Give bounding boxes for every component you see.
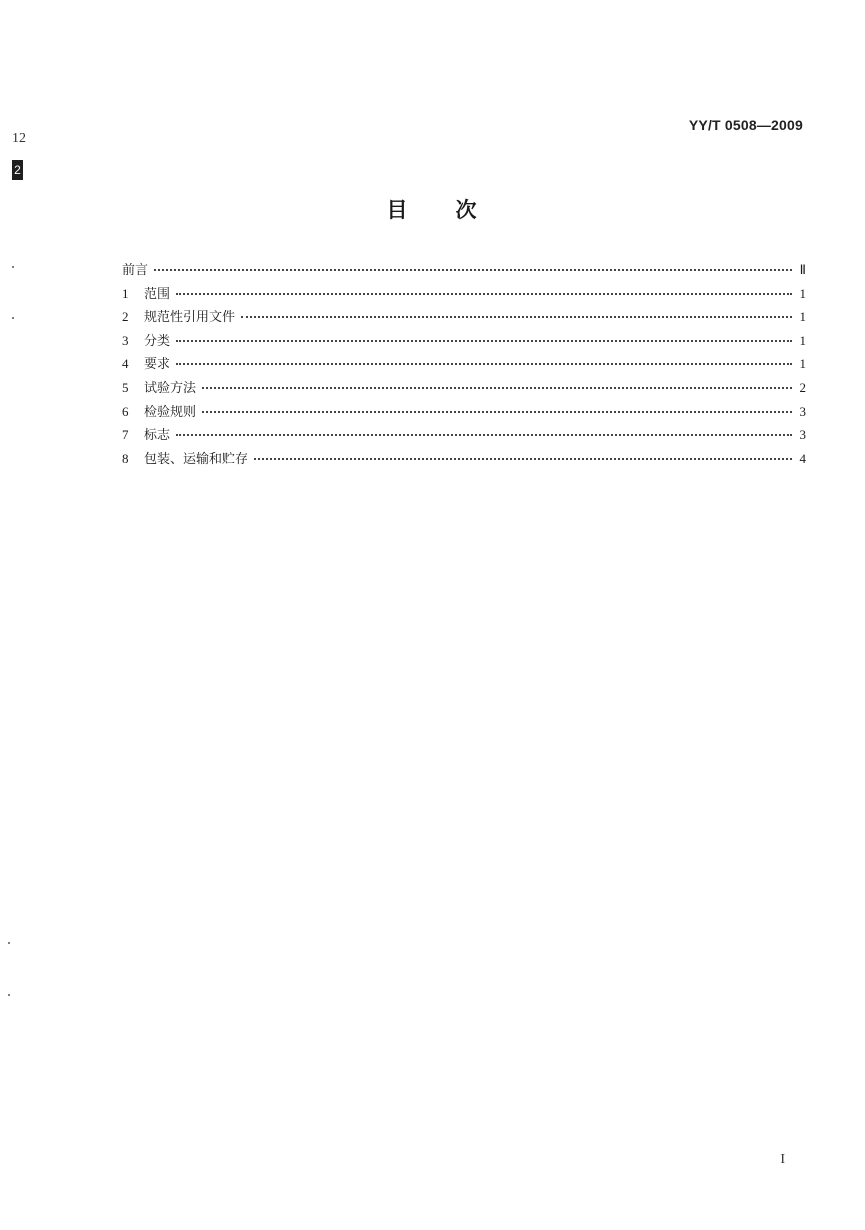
scan-speck: [12, 317, 14, 319]
toc-entry-title: 试验方法: [144, 380, 197, 396]
toc-entry-page: 1: [799, 332, 806, 348]
toc-entry-number: 1: [122, 285, 129, 301]
toc-entry-title: 规范性引用文件: [144, 310, 236, 326]
toc-entry-title: 要求: [144, 357, 171, 373]
toc-entry-page: Ⅱ: [799, 262, 806, 277]
scan-speck: [12, 266, 14, 268]
toc-entry[interactable]: [122, 330, 806, 354]
toc-entry-number: 2: [122, 309, 129, 325]
toc-entry-page: 3: [799, 403, 806, 419]
standard-number: YY/T 0508—2009: [688, 117, 803, 133]
toc-entry-number: 5: [122, 379, 129, 395]
toc-entry[interactable]: [122, 306, 806, 330]
scan-speck: [8, 994, 10, 996]
toc-entry-page: 3: [799, 427, 806, 443]
toc-leader-dots: [176, 293, 792, 295]
title-char-2: 次: [455, 198, 479, 222]
toc-entry-number: 7: [122, 427, 129, 443]
toc-entry[interactable]: [122, 424, 806, 448]
toc-entry-number: 8: [122, 450, 129, 466]
toc-entry-page: 4: [799, 450, 806, 466]
toc-entry-page: 2: [799, 379, 806, 395]
toc-leader-dots: [176, 340, 792, 342]
toc-entry[interactable]: [122, 401, 806, 425]
toc-leader-dots: [254, 458, 792, 460]
page-title: [0, 194, 865, 224]
toc-entry-page: 1: [799, 309, 806, 325]
toc-entry[interactable]: [122, 353, 806, 377]
margin-badge: 2: [12, 160, 23, 180]
toc-entry-number: 6: [122, 403, 129, 419]
toc-entry[interactable]: [122, 259, 806, 283]
footer-page-number: I: [780, 1152, 785, 1167]
toc-entry-title: 包装、运输和贮存: [144, 451, 249, 467]
toc-leader-dots: [154, 269, 792, 271]
scan-speck: [8, 942, 10, 944]
table-of-contents: [122, 259, 806, 471]
toc-entry-title: 标志: [144, 428, 171, 444]
toc-leader-dots: [202, 411, 792, 413]
toc-leader-dots: [176, 434, 792, 436]
margin-page-number: 12: [12, 131, 26, 146]
toc-entry-page: 1: [799, 356, 806, 372]
toc-entry-title: 前言: [122, 263, 149, 278]
toc-entry-page: 1: [799, 285, 806, 301]
toc-entry-title: 检验规则: [144, 404, 197, 420]
title-char-1: 目: [386, 198, 410, 222]
toc-leader-dots: [241, 316, 792, 318]
toc-entry-title: 分类: [144, 333, 171, 349]
toc-entry[interactable]: [122, 283, 806, 307]
toc-entry-title: 范围: [144, 286, 171, 302]
toc-entry[interactable]: [122, 448, 806, 472]
toc-entry-number: 4: [122, 356, 129, 372]
toc-entry-number: 3: [122, 332, 129, 348]
toc-leader-dots: [176, 363, 792, 365]
toc-leader-dots: [202, 387, 792, 389]
toc-entry[interactable]: [122, 377, 806, 401]
